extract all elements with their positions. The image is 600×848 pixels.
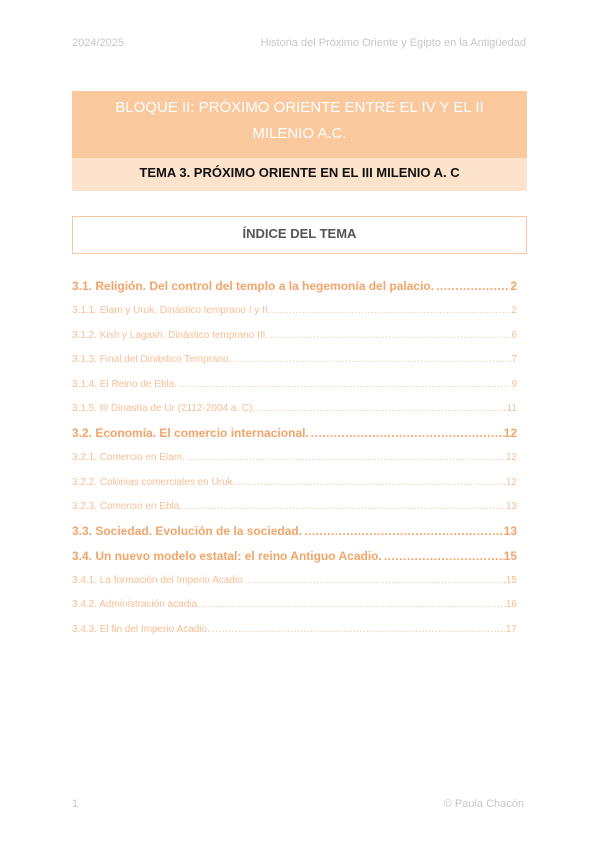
toc-leader-dots	[182, 501, 506, 512]
toc-leader-dots	[245, 575, 505, 586]
toc-leader-dots	[235, 477, 505, 488]
toc-page-number: 13	[505, 501, 517, 513]
toc-leader-dots	[231, 354, 511, 365]
toc-leader-dots	[255, 403, 506, 414]
toc-leader-dots	[200, 599, 506, 610]
toc-entry-text: 3.4.3. El fin del Imperio Acadio.	[72, 623, 210, 635]
toc-section-link[interactable]	[72, 274, 517, 299]
toc-page-number: 15	[503, 548, 517, 563]
toc-section-link[interactable]	[72, 544, 517, 569]
toc-entry-text: 3.1. Religión. Del control del templo a la hegemonía del palacio.	[72, 279, 435, 294]
footer-page-number: 1	[72, 798, 79, 810]
toc-section-link[interactable]	[72, 421, 517, 446]
header-year: 2024/2025	[72, 37, 124, 49]
toc-entry-text: 3.2.2. Colonias comerciales en Uruk.	[72, 476, 236, 488]
toc-page-number: 2	[510, 279, 517, 294]
toc-entry-text: 3.1.4. El Reino de Ebla.	[72, 378, 178, 390]
footer-author: © Paula Chacón	[443, 798, 524, 810]
toc-entry-text: 3.2.3. Comercio en Ebla.	[72, 501, 183, 513]
toc-entry-text: 3.2. Economía. El comercio internacional.	[72, 426, 309, 441]
toc-page-number: 12	[505, 476, 517, 488]
toc-page-number: 6	[511, 329, 517, 341]
toc-entry-text: 3.1.2. Kish y Lagash. Dinástico temprano III.	[72, 329, 269, 341]
index-heading: ÍNDICE DEL TEMA	[72, 216, 527, 254]
toc-subsection-link[interactable]	[72, 348, 517, 373]
toc-leader-dots	[302, 524, 504, 538]
toc-subsection-link[interactable]	[72, 299, 517, 324]
toc-page-number: 13	[503, 524, 517, 539]
toc-subsection-link[interactable]	[72, 470, 517, 495]
toc-subsection-link[interactable]	[72, 617, 517, 642]
toc-leader-dots	[382, 549, 504, 563]
toc-leader-dots	[177, 379, 511, 390]
block-title-line1: BLOQUE II: PRÓXIMO ORIENTE ENTRE EL IV Y EL II	[115, 99, 484, 116]
toc-subsection-link[interactable]	[72, 372, 517, 397]
toc-entry-text: 3.4.2. Administración acadia.	[72, 599, 200, 611]
block-title-line2: MILENIO A.C.	[252, 125, 347, 142]
toc-entry-text: 3.1.1. Elam y Uruk. Dinástico temprano I y II.	[72, 305, 271, 317]
block-title	[72, 91, 527, 158]
toc-leader-dots	[309, 426, 504, 440]
toc-page-number: 15	[505, 574, 517, 586]
toc-leader-dots	[434, 279, 510, 293]
toc-page-number: 17	[505, 623, 517, 635]
toc-subsection-link[interactable]	[72, 568, 517, 593]
toc-leader-dots	[270, 305, 511, 316]
toc-page-number: 16	[505, 599, 517, 611]
header-course-title: Historia del Próximo Oriente y Egipto en la Antigüedad	[260, 37, 526, 49]
toc-page-number: 2	[511, 305, 517, 317]
toc-entry-text: 3.2.1. Comercio en Elam.	[72, 452, 185, 464]
toc-leader-dots	[210, 624, 506, 635]
toc-entry-text: 3.1.3. Final del Dinástico Temprano.	[72, 354, 232, 366]
toc-subsection-link[interactable]	[72, 397, 517, 422]
toc-page-number: 7	[511, 354, 517, 366]
toc-subsection-link[interactable]	[72, 495, 517, 520]
table-of-contents	[72, 274, 517, 642]
toc-entry-text: 3.4.1. La formación del Imperio Acadio.	[72, 574, 246, 586]
toc-page-number: 9	[511, 378, 517, 390]
toc-subsection-link[interactable]	[72, 593, 517, 618]
toc-leader-dots	[185, 452, 506, 463]
toc-page-number: 11	[506, 403, 517, 415]
toc-entry-text: 3.3. Sociedad. Evolución de la sociedad.	[72, 524, 303, 539]
toc-page-number: 12	[505, 452, 517, 464]
toc-subsection-link[interactable]	[72, 446, 517, 471]
toc-subsection-link[interactable]	[72, 323, 517, 348]
topic-title: TEMA 3. PRÓXIMO ORIENTE EN EL III MILENIO A. C	[72, 158, 527, 191]
toc-entry-text: 3.1.5. III Dinastía de Ur (2112-2004 a. C).	[72, 403, 256, 415]
toc-section-link[interactable]	[72, 519, 517, 544]
toc-page-number: 12	[503, 426, 517, 441]
toc-entry-text: 3.4. Un nuevo modelo estatal: el reino Antiguo Acadio.	[72, 548, 382, 563]
toc-leader-dots	[268, 330, 511, 341]
